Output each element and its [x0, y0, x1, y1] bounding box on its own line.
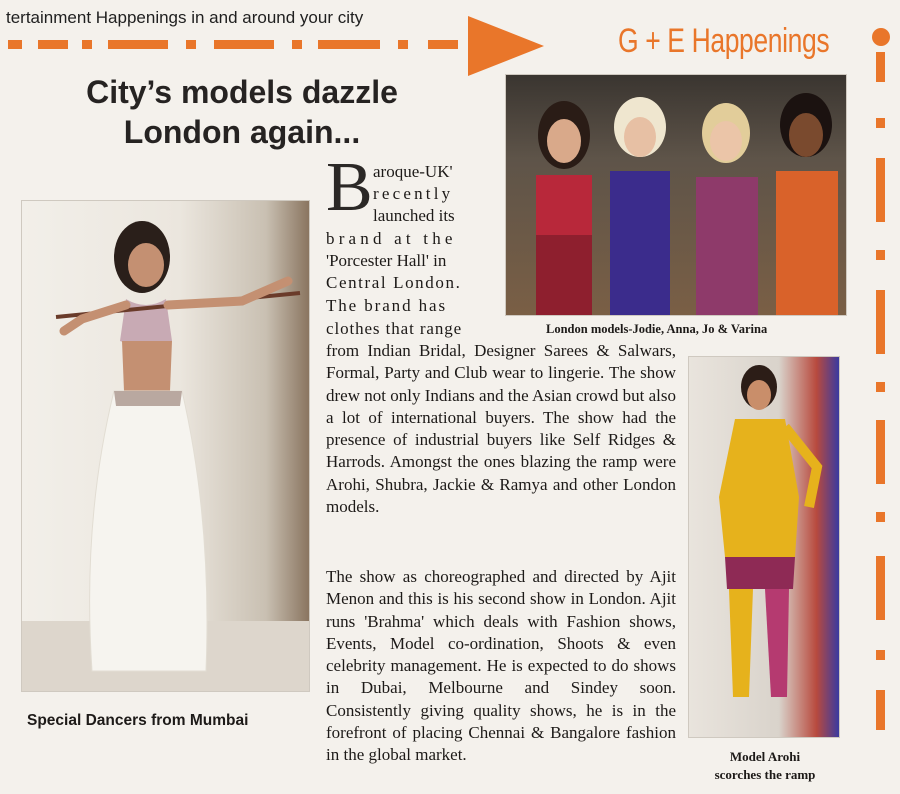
- body-paragraph-1: from Indian Bridal, Designer Sarees & Salwars, Formal, Party and Club wear to lingerie. The show drew not only Indians and the Asian crowd but also a lot of international buyers. The show had the presence of industrial buyers like Self Ridges & Harrods. Amongst the ones blazing the ramp were Arohi, Shubra, Jackie & Ramya and other London models.: [326, 341, 676, 517]
- right-dash: [876, 556, 885, 620]
- brand-dot-icon: [872, 28, 890, 46]
- drop-cap: B: [326, 149, 373, 226]
- body-line: clothes that range: [326, 319, 463, 338]
- right-dash: [876, 650, 885, 660]
- right-dash: [876, 290, 885, 354]
- headline-line-1: City’s models dazzle: [86, 74, 398, 110]
- caption-arohi-line-2: scorches the ramp: [714, 767, 816, 782]
- arohi-figure: [689, 357, 839, 737]
- caption-arohi-line-1: Model Arohi: [729, 749, 801, 764]
- body-line: The brand has: [326, 296, 447, 315]
- dancer-figure: [22, 201, 309, 691]
- section-tagline: tertainment Happenings in and around your city: [6, 8, 364, 27]
- right-dash: [876, 118, 885, 128]
- photo-model-arohi: [688, 356, 840, 738]
- right-dash: [876, 52, 885, 82]
- right-dash: [876, 250, 885, 260]
- body-paragraph-2: The show as choreographed and directed by Ajit Menon and this is his second show in London. Ajit runs 'Brahma' which deals with Fashion shows, Events, Model co-ordination, Shoots & even celebrity management. He is expected to do shows in Dubai, Melbourne and Sindey soon. Consistently giving quality shows, he is in the forefront of placing Chennai & Bangalore fashion in the global market.: [326, 567, 676, 765]
- arrow-icon: [468, 16, 544, 76]
- body-line: recently: [373, 184, 454, 203]
- body-line: aroque-UK': [373, 162, 453, 181]
- photo-dancer: [21, 200, 310, 692]
- body-line: Central London.: [326, 273, 462, 292]
- right-dash: [876, 420, 885, 484]
- caption-dancers: Special Dancers from Mumbai: [27, 712, 249, 729]
- caption-model-arohi: [700, 748, 830, 784]
- header-dashed-rule: [8, 40, 478, 48]
- body-line: brand at the: [326, 229, 457, 248]
- right-dash: [876, 690, 885, 730]
- right-dash: [876, 512, 885, 522]
- body-line: 'Porcester Hall' in: [326, 251, 447, 270]
- caption-london-models: London models-Jodie, Anna, Jo & Varina: [546, 322, 768, 336]
- photo-london-models: [505, 74, 847, 316]
- right-dash: [876, 158, 885, 222]
- article-headline: [24, 72, 460, 152]
- models-group-figure: [506, 75, 846, 315]
- brand-logo: G + E Happenings: [618, 22, 830, 60]
- headline-line-2: London again...: [123, 114, 361, 150]
- body-line: launched its: [373, 206, 455, 225]
- right-dash: [876, 382, 885, 392]
